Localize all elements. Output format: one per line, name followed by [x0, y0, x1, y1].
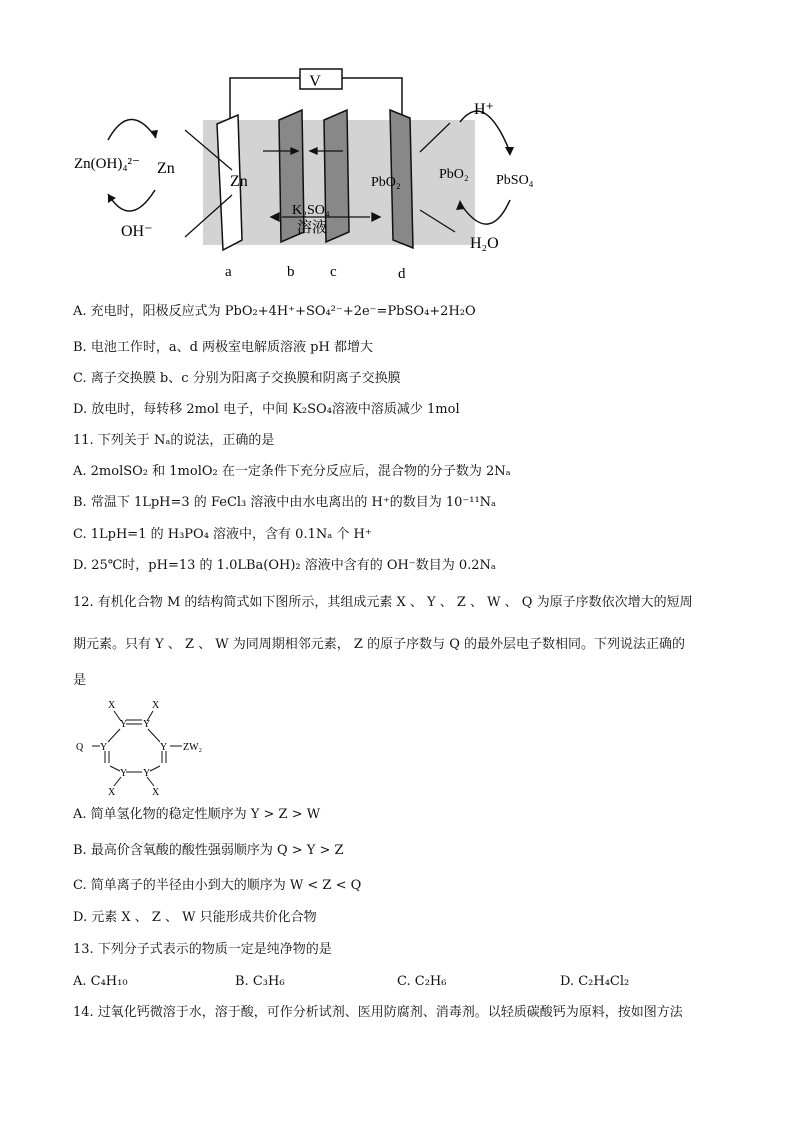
struct-y-3: Y [100, 742, 108, 753]
q13-stem: 13. 下列分子式表示的物质一定是纯净物的是 [73, 942, 332, 957]
pbso4-label: PbSO₄ [496, 173, 534, 188]
q10-option-d: D. 放电时，每转移 2mol 电子，中间 K₂SO₄溶液中溶质减少 1mol [73, 402, 460, 417]
q11-stem: 11. 下列关于 Nₐ的说法，正确的是 [73, 433, 275, 448]
label-d: d [398, 266, 406, 282]
struct-y-5: Y [120, 768, 128, 779]
q12-option-b: B. 最高价含氧酸的酸性强弱顺序为 Q > Y > Z [73, 843, 344, 858]
label-c: c [330, 264, 337, 280]
struct-zw2: ZW₂ [183, 742, 203, 753]
q11-option-d: D. 25℃时，pH=13 的 1.0LBa(OH)₂ 溶液中含有的 OH⁻数目为 0.2Nₐ [73, 558, 496, 573]
q10-option-c: C. 离子交换膜 b、c 分别为阳离子交换膜和阴离子交换膜 [73, 371, 401, 386]
struct-y-6: Y [143, 768, 151, 779]
oh-label: OH⁻ [121, 223, 153, 240]
k2so4-label: K₂SO₄ [292, 203, 330, 218]
q13-option-a: A. C₄H₁₀ [73, 974, 128, 989]
q11-option-b: B. 常温下 1LpH=3 的 FeCl₃ 溶液中由水电离出的 H⁺的数目为 10⁻¹¹Nₐ [73, 495, 497, 510]
q12-stem-line-1: 12. 有机化合物 M 的结构简式如下图所示，其组成元素 X 、 Y 、 Z 、 W 、 Q 为原子序数依次增大的短周 [73, 595, 693, 610]
h2o-label: H₂O [470, 235, 499, 252]
zincate-label: Zn(OH)₄²⁻ [74, 156, 140, 172]
struct-y-2: Y [143, 719, 151, 730]
q12-stem-line-2: 期元素。只有 Y 、 Z 、 W 为同周期相邻元素， Z 的原子序数与 Q 的最外层电子数相同。下列说法正确的 [73, 637, 685, 652]
struct-y-4: Y [160, 742, 168, 753]
hplus-label: H⁺ [474, 101, 494, 118]
structure-diagram [70, 696, 230, 800]
membrane-c [324, 110, 349, 242]
q12-option-d: D. 元素 X 、 Z 、 W 只能形成共价化合物 [73, 910, 317, 925]
q13-option-c: C. C₂H₆ [397, 974, 447, 989]
struct-x-3: X [108, 787, 116, 798]
q14-stem: 14. 过氧化钙微溶于水，溶于酸，可作分析试剂、医用防腐剂、消毒剂。以轻质碳酸钙为原料，按如图方法 [73, 1005, 683, 1020]
q12-option-a: A. 简单氢化物的稳定性顺序为 Y > Z > W [73, 807, 321, 822]
q13-option-b: B. C₃H₆ [235, 974, 285, 989]
label-b: b [287, 264, 295, 280]
struct-y-1: Y [120, 719, 128, 730]
zn-electrode-label: Zn [230, 173, 248, 190]
struct-q: Q [76, 742, 84, 753]
q10-option-a: A. 充电时，阳极反应式为 PbO₂+4H⁺+SO₄²⁻+2e⁻=PbSO₄+2H₂O [73, 304, 476, 319]
label-a: a [225, 264, 232, 280]
struct-x-2: X [152, 700, 160, 711]
battery-diagram [60, 60, 620, 290]
struct-x-4: X [152, 787, 160, 798]
voltmeter-label: V [309, 73, 321, 90]
solution-label: 溶液 [297, 218, 328, 236]
struct-x-1: X [108, 700, 116, 711]
q11-option-a: A. 2molSO₂ 和 1molO₂ 在一定条件下充分反应后，混合物的分子数为 2Nₐ [73, 464, 511, 479]
voltmeter-box [300, 69, 342, 89]
q13-option-d: D. C₂H₄Cl₂ [560, 974, 630, 989]
zn-left-label: Zn [157, 160, 175, 177]
q12-stem-line-3: 是 [73, 673, 87, 688]
pbo2-electrode-label: PbO₂ [371, 175, 401, 190]
q11-option-c: C. 1LpH=1 的 H₃PO₄ 溶液中，含有 0.1Nₐ 个 H⁺ [73, 527, 372, 542]
q12-option-c: C. 简单离子的半径由小到大的顺序为 W < Z < Q [73, 878, 362, 893]
q10-option-b: B. 电池工作时，a、d 两极室电解质溶液 pH 都增大 [73, 340, 373, 355]
pbo2-right-label: PbO₂ [439, 167, 469, 182]
